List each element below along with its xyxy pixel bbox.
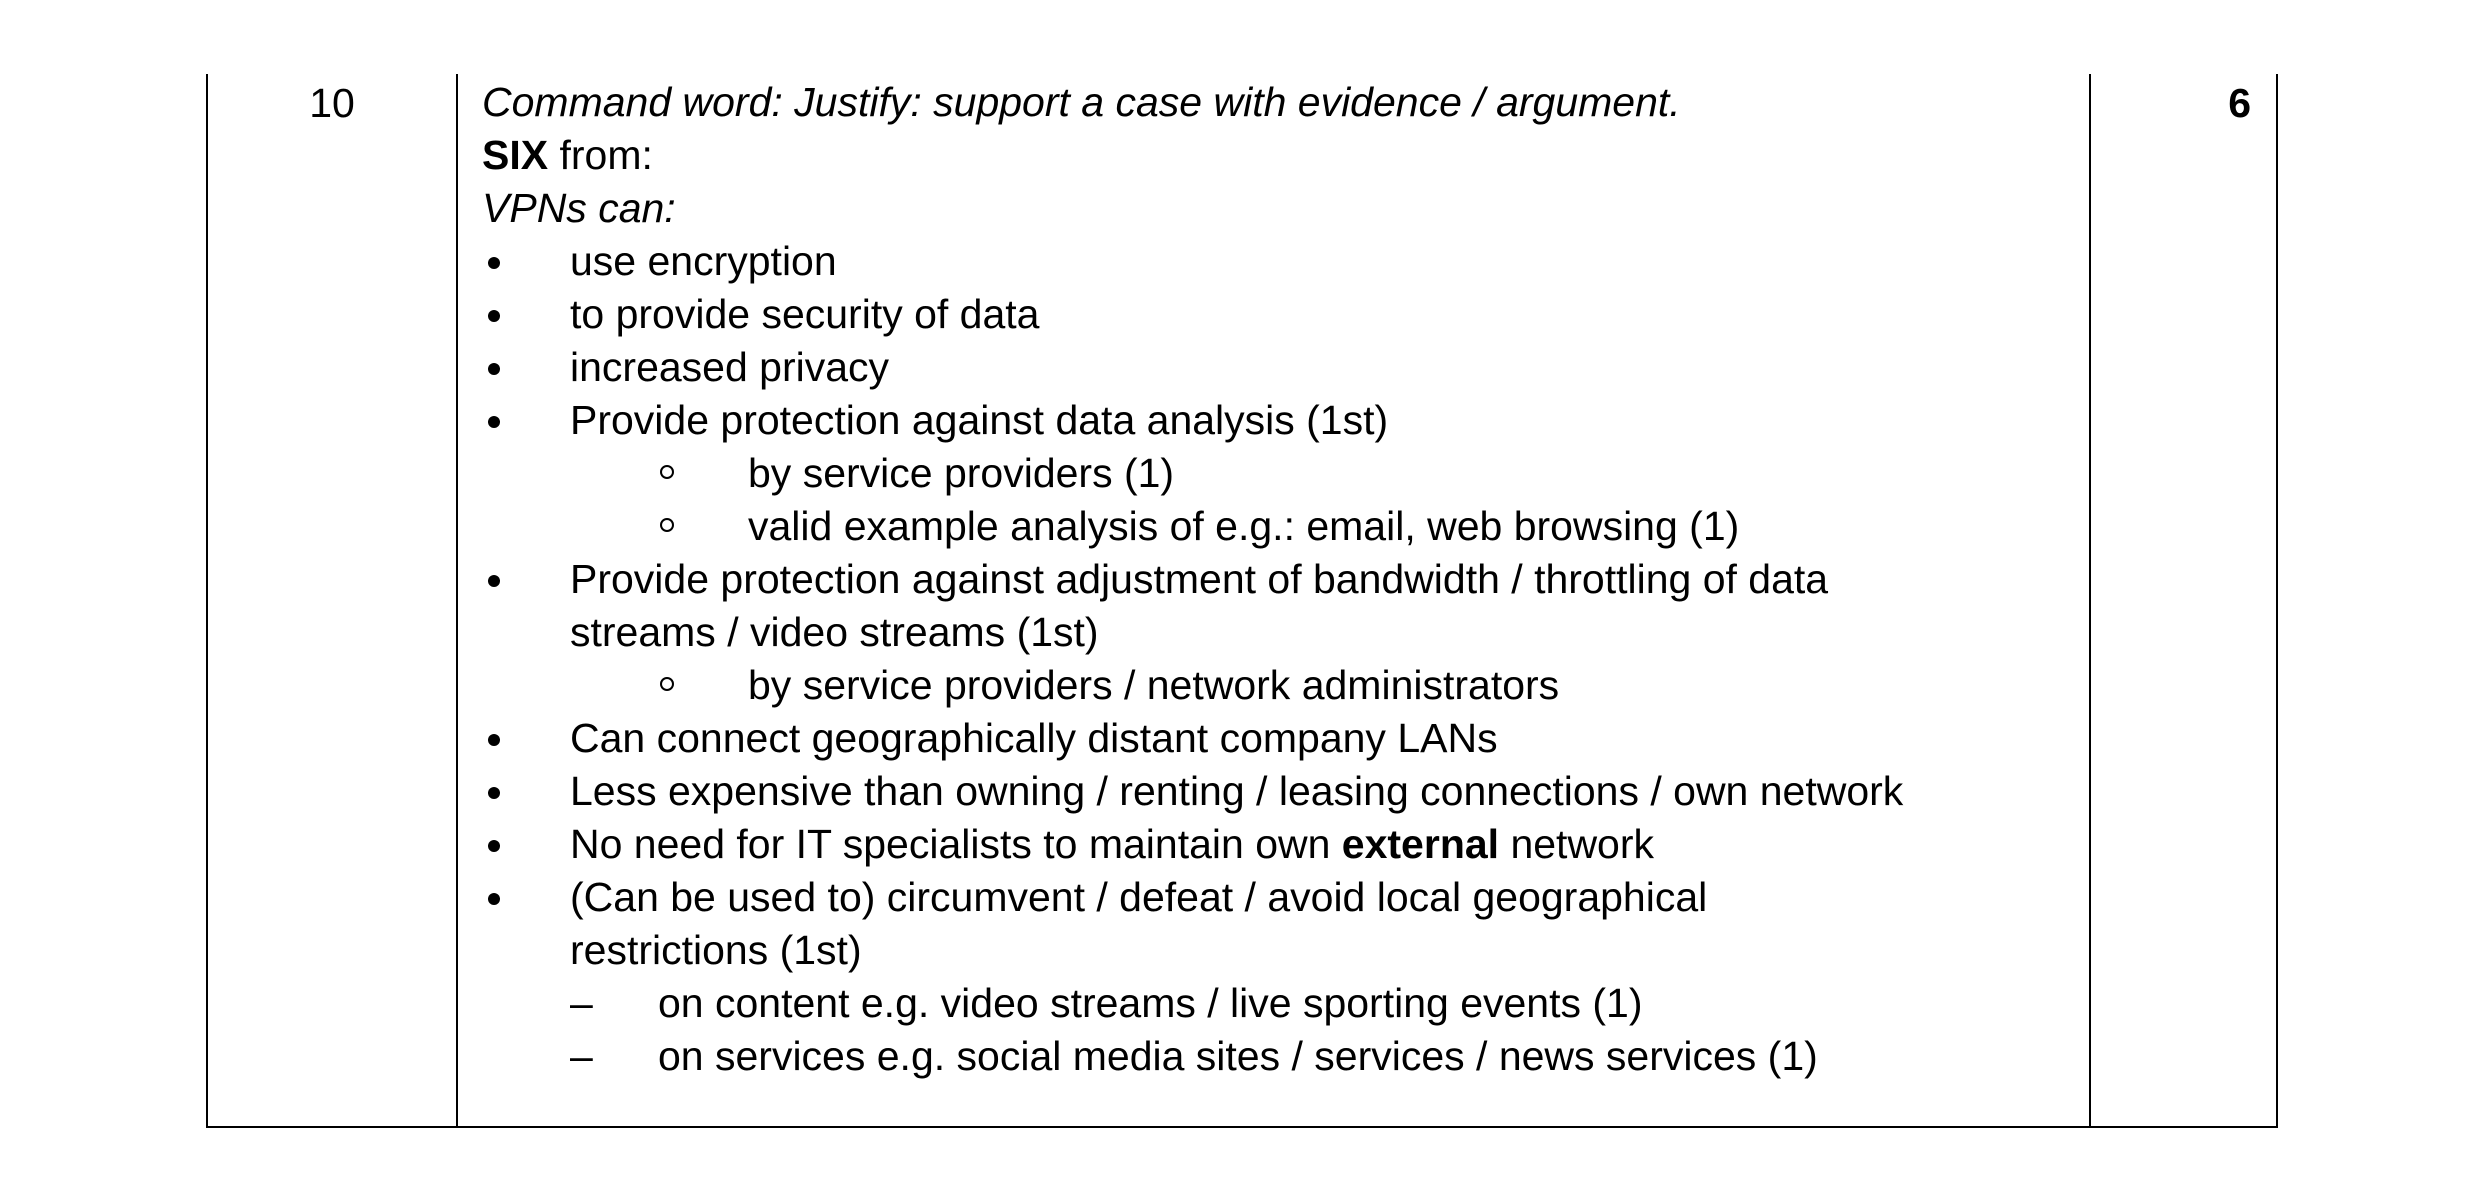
bullet-continuation: streams / video streams (1st) bbox=[570, 609, 1099, 655]
dash-item bbox=[482, 977, 2082, 1030]
bullet-icon bbox=[488, 416, 500, 428]
dash-icon: – bbox=[570, 980, 593, 1026]
bullet-text-post: network bbox=[1499, 821, 1655, 867]
sub-bullet-item bbox=[482, 500, 2082, 553]
circle-bullet-icon bbox=[660, 465, 674, 479]
dash-text: on services e.g. social media sites / services / news services (1) bbox=[658, 1033, 1818, 1079]
dash-icon: – bbox=[570, 1033, 593, 1079]
bullet-item bbox=[482, 871, 2082, 924]
answer-content bbox=[482, 76, 2082, 1083]
bullet-item bbox=[482, 394, 2082, 447]
bullet-icon bbox=[488, 363, 500, 375]
bullet-text bbox=[570, 821, 1654, 867]
sub-bullet-text: by service providers / network administrators bbox=[748, 662, 1560, 708]
bullet-item bbox=[482, 235, 2082, 288]
bullet-item bbox=[482, 553, 2082, 606]
mark-scheme-table bbox=[206, 74, 2278, 1128]
six-label: SIX bbox=[482, 132, 549, 178]
sub-bullet-text: valid example analysis of e.g.: email, web browsing (1) bbox=[748, 503, 1740, 549]
bullet-text: Can connect geographically distant company LANs bbox=[570, 715, 1498, 761]
bullet-item bbox=[482, 288, 2082, 341]
from-label: from: bbox=[548, 132, 653, 178]
bullet-text: increased privacy bbox=[570, 344, 890, 390]
sub-bullet-item bbox=[482, 659, 2082, 712]
bullet-icon bbox=[488, 840, 500, 852]
bullet-icon bbox=[488, 257, 500, 269]
bullet-text: (Can be used to) circumvent / defeat / avoid local geographical bbox=[570, 874, 1708, 920]
bullet-text-pre: No need for IT specialists to maintain own bbox=[570, 821, 1342, 867]
dash-item bbox=[482, 1030, 2082, 1083]
marks-value: 6 bbox=[2228, 80, 2251, 126]
bullet-continuation: restrictions (1st) bbox=[570, 927, 862, 973]
circle-bullet-icon bbox=[660, 518, 674, 532]
sub-bullet-item bbox=[482, 447, 2082, 500]
bullet-text: to provide security of data bbox=[570, 291, 1040, 337]
bullet-text-bold: external bbox=[1341, 821, 1500, 867]
bullet-icon bbox=[488, 787, 500, 799]
bullet-text: Less expensive than owning / renting / leasing connections / own network bbox=[570, 768, 1904, 814]
bullet-text: use encryption bbox=[570, 238, 837, 284]
bullet-text: Provide protection against data analysis (1st) bbox=[570, 397, 1389, 443]
bullet-item bbox=[482, 712, 2082, 765]
question-number: 10 bbox=[309, 80, 355, 126]
bullet-icon bbox=[488, 575, 500, 587]
bullet-text: Provide protection against adjustment of bandwidth / throttling of data bbox=[570, 556, 1829, 602]
column-divider-right bbox=[2089, 74, 2091, 1126]
bullet-icon bbox=[488, 310, 500, 322]
command-word-line: Command word: Justify: support a case with evidence / argument. bbox=[482, 79, 1681, 125]
six-from-line bbox=[482, 129, 2082, 182]
sub-bullet-text: by service providers (1) bbox=[748, 450, 1175, 496]
column-divider-left bbox=[456, 74, 458, 1126]
dash-text: on content e.g. video streams / live sporting events (1) bbox=[658, 980, 1643, 1026]
bullet-item bbox=[482, 341, 2082, 394]
bullet-item bbox=[482, 765, 2082, 818]
vpns-can-line: VPNs can: bbox=[482, 185, 676, 231]
bullet-item bbox=[482, 818, 2082, 871]
circle-bullet-icon bbox=[660, 677, 674, 691]
bullet-icon bbox=[488, 734, 500, 746]
bullet-icon bbox=[488, 893, 500, 905]
